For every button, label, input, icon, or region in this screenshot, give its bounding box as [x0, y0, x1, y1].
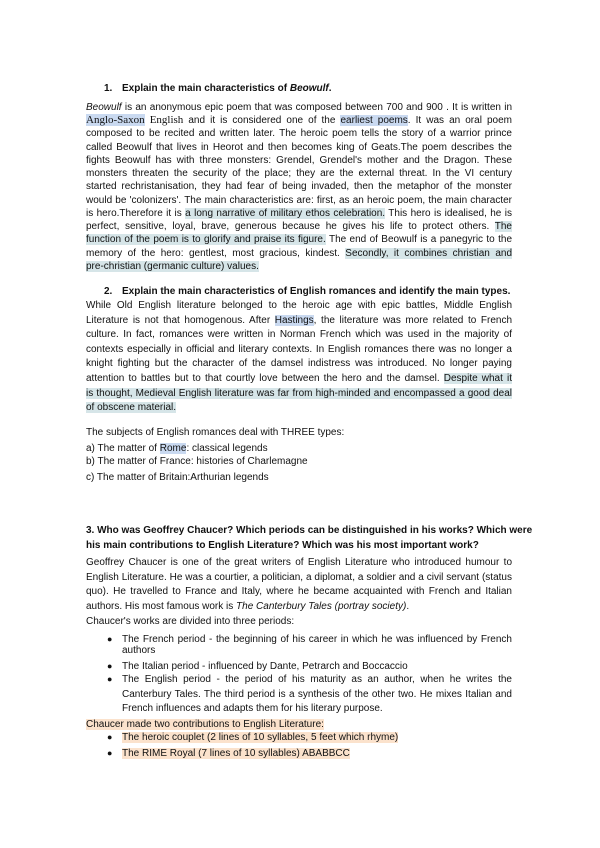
text-run: While Old English literature belonged to the heroic age with epic battles, Middle English — [86, 300, 512, 311]
text-line — [122, 688, 512, 701]
text-run: The English period - the period of his maturity as an author, when he writes the — [122, 674, 512, 685]
question-heading — [104, 285, 524, 298]
text-line — [86, 539, 512, 552]
text-line — [86, 426, 512, 439]
text-run: called Beowulf that lives in Heorot and then becomes king of Geats.The poem describes the — [86, 142, 512, 153]
text-line — [86, 442, 512, 455]
highlighted-text: of obscene material. — [86, 402, 177, 413]
text-line — [86, 401, 512, 414]
heading-number: 2. — [104, 286, 113, 297]
text-line — [86, 141, 512, 154]
text-line — [86, 101, 512, 114]
text-run: This hero is idealised, he is — [385, 208, 512, 219]
text-run: The French period - the beginning of his career in which he was influenced by French — [122, 634, 512, 645]
text-run: The end of Beowulf is a panegyric to the — [325, 234, 513, 245]
bullet-icon: ● — [107, 748, 113, 758]
text-run: c) The matter of Britain:Arthurian legends — [86, 472, 269, 483]
text-run: English Literature. He was a courtier, a politician, a diplomat, a soldier and a civil servant (status — [86, 572, 512, 583]
text-run: Chaucer's works are divided into three periods: — [86, 616, 295, 627]
text-line — [86, 615, 512, 628]
text-line — [86, 471, 512, 484]
text-run: is an anonymous epic poem that was composed between 700 and 900 . It is written in — [121, 102, 512, 113]
text-run: Literature is not that homogenous. After — [86, 315, 275, 326]
text-run: 3. Who was Geoffrey Chaucer? Which periods can be distinguished in his works? Which were — [86, 525, 533, 536]
question-heading — [104, 82, 524, 95]
text-line — [86, 299, 512, 312]
text-run: Beowulf — [86, 102, 122, 113]
text-run: authors — [122, 645, 156, 656]
text-run: and it is considered one of the — [183, 115, 341, 126]
text-run: Explain the main characteristics of — [122, 83, 290, 94]
text-line — [86, 233, 512, 246]
text-run: knight fighting but the character of the damsel indistress was introduced. No longer paying — [86, 358, 512, 369]
highlighted-text: pre-christian (germanic culture) values. — [86, 261, 259, 272]
text-line — [86, 167, 512, 180]
text-run: . — [328, 83, 332, 94]
text-run: perfect, sensitive, loyal, brave, generous because he gives his life to protect others. — [86, 221, 495, 232]
bullet-icon: ● — [107, 732, 113, 742]
text-line — [86, 585, 512, 598]
text-run: . It was an oral poem — [407, 115, 512, 126]
text-run: memory of the hero: gentlest, most gracious, kindest. — [86, 248, 346, 259]
text-run: would be 'colonizers'. The main characteristics are: first, as an heroic poem, the main character — [86, 195, 512, 206]
text-run: The Italian period - influenced by Dante, Petrarch and Boccaccio — [122, 661, 408, 672]
highlighted-text: earliest poems — [340, 115, 408, 126]
text-run: composed to be recited and written later. The heroic poem tells the story of a warrior prince — [86, 128, 512, 139]
text-line — [86, 260, 512, 273]
highlighted-text: Anglo-Saxon — [86, 114, 145, 126]
highlighted-text: The heroic couplet (2 lines of 10 syllables, 5 feet which rhyme) — [122, 732, 399, 743]
text-run: culture. In fact, romances were written in Norman French which was used in the majority of — [86, 329, 512, 340]
text-run: French influences and adapts them for his literary purpose. — [122, 703, 383, 714]
highlighted-text: Secondly, it combines christian and — [345, 248, 513, 259]
text-line — [122, 702, 512, 715]
text-line — [86, 114, 512, 127]
text-line — [86, 718, 512, 731]
text-line — [86, 600, 512, 613]
text-run: his main contributions to English Literature? Which was his most important work? — [86, 540, 479, 551]
text-line — [86, 220, 512, 233]
text-run: . — [406, 601, 410, 612]
text-run: authors. His most famous work is — [86, 601, 237, 612]
text-line — [122, 644, 512, 657]
highlighted-text: The — [494, 221, 512, 232]
text-line — [86, 247, 512, 260]
text-line — [86, 556, 512, 569]
text-run: attention to battles but to that courtly love between the hero and the damsel. — [86, 373, 444, 384]
text-line — [86, 328, 512, 341]
text-line — [86, 357, 512, 370]
highlighted-text: The RIME Royal (7 lines of 10 syllables) ABABBCC — [122, 748, 350, 759]
bullet-icon: ● — [107, 661, 113, 671]
text-run: monsters threaten the security of the place; they are the external threat. In the VI century — [86, 168, 512, 179]
bullet-item — [107, 673, 512, 686]
text-run: started rechristanisation, they had fear of being invaded, then the metaphor of the monster — [86, 181, 512, 192]
text-run: a) The matter of — [86, 443, 160, 454]
text-run: : classical legends — [186, 443, 268, 454]
bullet-icon: ● — [107, 634, 113, 644]
text-run: The Canterbury Tales (portray society) — [236, 601, 407, 612]
highlighted-text: Despite what it — [443, 373, 512, 384]
highlighted-text: Chaucer made two contributions to English Literature: — [86, 719, 324, 730]
text-line — [86, 194, 512, 207]
highlighted-text: function of the poem is to glorify and praise its figure. — [86, 234, 326, 245]
text-run: Geoffrey Chaucer is one of the great writers of English Literature who introduced humour to — [86, 557, 512, 568]
text-run: Explain the main characteristics of English romances and identify the main types. — [122, 286, 511, 297]
text-run: is hero.Therefore it is — [86, 208, 186, 219]
text-line — [86, 314, 512, 327]
bullet-item — [107, 660, 512, 673]
text-line — [86, 154, 512, 167]
text-line — [86, 387, 512, 400]
text-line — [86, 207, 512, 220]
highlighted-text: is thought, Medieval English literature was far from high-minded and encompassed a good deal — [86, 388, 512, 399]
text-line — [86, 180, 512, 193]
text-run: fights Beowulf has with three monsters: Grendel, Grendel's mother and the Dragon. These — [86, 155, 512, 166]
bullet-icon: ● — [107, 674, 113, 684]
text-run: contexts especially in official and literary contexts. In English romances there was no longer a — [86, 344, 512, 355]
highlighted-text: Rome — [159, 443, 187, 454]
text-line — [86, 524, 533, 537]
text-line — [86, 127, 512, 140]
highlighted-text: Hastings — [274, 315, 314, 326]
text-run: b) The matter of France: histories of Charlemagne — [86, 456, 308, 467]
text-line — [86, 571, 512, 584]
text-run: quo). He travelled to France and Italy, where he became acquainted with French and Italian — [86, 586, 512, 597]
highlighted-text: a long narrative of military ethos celebration. — [185, 208, 386, 219]
bullet-item — [107, 731, 512, 744]
text-line — [86, 343, 512, 356]
text-line — [86, 372, 512, 385]
text-run: The subjects of English romances deal with THREE types: — [86, 427, 345, 438]
text-run: Canterbury Tales. The third period is a synthesis of the other two. He mixes Italian and — [122, 689, 512, 700]
text-run: English — [144, 114, 184, 126]
text-run: Beowulf — [289, 83, 329, 94]
text-line — [86, 455, 512, 468]
bullet-item — [107, 747, 512, 760]
text-run: , the literature was more related to French — [313, 315, 512, 326]
heading-number: 1. — [104, 83, 113, 94]
